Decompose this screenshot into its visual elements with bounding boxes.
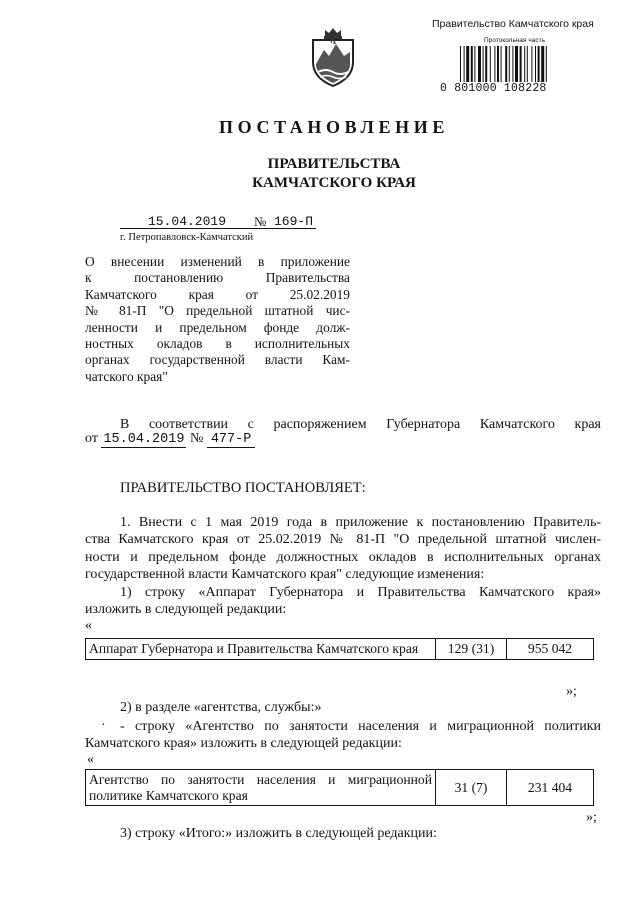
- registration-number: 169-П: [274, 214, 314, 229]
- table-row: [86, 770, 594, 806]
- table-cell-name-line: политике Камчатского края: [89, 787, 248, 803]
- registration-date: 15.04.2019: [148, 214, 227, 229]
- subitem-1-line: изложить в следующей редакции:: [85, 602, 287, 618]
- basis-date: 15.04.2019: [103, 432, 185, 447]
- subject-line: органах государственной власти Кам-: [85, 352, 350, 368]
- subitem-1-paragraph: [85, 584, 601, 619]
- table-cell-fund: 231 404: [507, 770, 594, 806]
- registration-city: г. Петропавловск-Камчатский: [120, 232, 254, 243]
- item-1-line: ности и предельном фонде должностных окладов в исполнительных органах: [85, 549, 601, 565]
- subject-line: № 81-П "О предельной штатной чис-: [85, 303, 350, 319]
- subject-line: Камчатского края от 25.02.2019: [85, 286, 350, 302]
- table-cell-staff: 31 (7): [436, 770, 507, 806]
- quote-close-2: »;: [586, 810, 597, 825]
- subject-line: к постановлению Правительства: [85, 270, 350, 286]
- replacement-table-2: [85, 769, 594, 806]
- subitem-2-dash-line: Камчатского края» изложить в следующей редакции:: [85, 736, 402, 752]
- item-1-line: 1. Внести с 1 мая 2019 года в приложение к постановлению Правитель-: [120, 515, 601, 530]
- item-1-line: ства Камчатского края от 25.02.2019 № 81-П "О предельной штатной числен-: [85, 532, 601, 548]
- basis-from-word: от: [85, 431, 98, 446]
- subitem-3-line: 3) строку «Итого:» изложить в следующей редакции:: [120, 826, 437, 841]
- table-cell-name-line: Агентство по занятости населения и миграционной: [89, 772, 432, 787]
- subject-line: ностных окладов в исполнительных: [85, 336, 350, 352]
- issuer-line-1: ПРАВИТЕЛЬСТВА: [267, 156, 401, 172]
- barcode: [460, 46, 594, 84]
- subitem-2-dash-line: - строку «Агентство по занятости населения и миграционной политики: [120, 719, 601, 734]
- basis-line-2: [85, 431, 255, 447]
- subject-line: чатского края": [85, 368, 168, 384]
- subject-line: О внесении изменений в приложение: [85, 254, 350, 269]
- replacement-table-1: [85, 638, 594, 660]
- issuer-line-2: КАМЧАТСКОГО КРАЯ: [252, 175, 416, 191]
- table-cell-fund: 955 042: [507, 639, 594, 660]
- resolves-heading: ПРАВИТЕЛЬСТВО ПОСТАНОВЛЯЕТ:: [120, 480, 366, 496]
- stamp-subtitle: Протокольная часть: [484, 37, 545, 44]
- subitem-2-line: 2) в разделе «агентства, службы:»: [120, 700, 322, 715]
- registration-number-sign: №: [254, 214, 267, 229]
- quote-open-1: «: [85, 618, 92, 633]
- table-cell-name: Аппарат Губернатора и Правительства Камчатского края: [86, 639, 436, 660]
- table-row: [86, 639, 594, 660]
- quote-close-1: »;: [566, 684, 577, 699]
- margin-dot: ·: [101, 718, 106, 733]
- document-subject: [85, 254, 350, 385]
- subitem-2-dash-paragraph: [85, 718, 601, 753]
- subitem-1-line: 1) строку «Аппарат Губернатора и Правительства Камчатского края»: [120, 585, 601, 600]
- stamp-title: Правительство Камчатского края: [432, 18, 594, 30]
- basis-line-1: В соответствии с распоряжением Губернатора Камчатского края: [120, 417, 601, 432]
- item-1-paragraph: [85, 514, 601, 583]
- barcode-digits: 0 801000 108228: [440, 82, 547, 95]
- quote-open-2: «: [87, 752, 94, 767]
- subject-line: ленности и предельном фонде долж-: [85, 319, 350, 335]
- document-type-title: ПОСТАНОВЛЕНИЕ: [219, 117, 449, 137]
- item-1-line: государственной власти Камчатского края" следующие изменения:: [85, 566, 485, 582]
- table-cell-staff: 129 (31): [436, 639, 507, 660]
- basis-number-sign: №: [189, 431, 204, 446]
- kamchatka-coat-of-arms-icon: [308, 26, 358, 88]
- table-cell-name: [86, 770, 436, 806]
- basis-number: 477-Р: [207, 432, 256, 448]
